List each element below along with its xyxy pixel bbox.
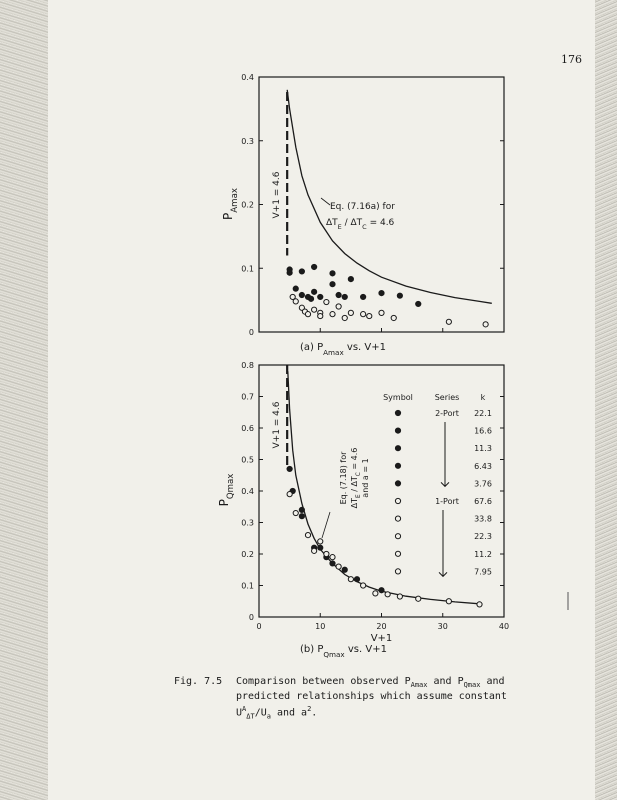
data-point-1port <box>312 548 317 553</box>
data-point-2port <box>318 545 323 550</box>
legend-marker <box>395 551 400 556</box>
data-point-1port <box>293 299 298 304</box>
y-tick-label: 0.1 <box>241 264 254 274</box>
legend-k-value: 6.43 <box>474 461 492 471</box>
panel-a <box>221 73 504 357</box>
data-point-2port <box>416 301 421 306</box>
curve-label-line: and a = 1 <box>361 458 370 498</box>
data-point-2port <box>299 292 304 297</box>
y-tick-label: 0.2 <box>241 550 254 559</box>
data-point-1port <box>342 315 347 320</box>
y-tick-label: 0.3 <box>241 136 254 146</box>
legend-marker <box>395 463 400 468</box>
data-point-2port <box>299 269 304 274</box>
data-point-2port <box>354 577 359 582</box>
legend-marker <box>395 534 400 539</box>
data-point-1port <box>391 315 396 320</box>
panel-b <box>217 361 509 659</box>
curve-label-line: $\Delta T_E / \Delta T_C = 4.6$ <box>326 218 395 231</box>
predicted-curve <box>288 371 480 604</box>
x-tick-label: 0 <box>256 622 262 631</box>
data-point-2port <box>397 293 402 298</box>
data-point-1port <box>293 510 298 515</box>
data-point-1port <box>446 599 451 604</box>
legend-group-2port: 2-Port <box>435 409 459 418</box>
asymptote-label: V+1 = 4.6 <box>272 401 283 449</box>
legend-k-value: 22.1 <box>474 409 492 418</box>
data-point-1port <box>348 577 353 582</box>
data-point-2port <box>348 276 353 281</box>
data-point-1port <box>318 539 323 544</box>
y-tick-label: 0.4 <box>241 487 254 496</box>
legend-marker <box>395 410 400 415</box>
x-tick-label: 30 <box>437 622 448 631</box>
predicted-curve <box>287 90 492 303</box>
caption-text: and <box>480 676 505 687</box>
data-point-2port <box>299 507 304 512</box>
data-point-1port <box>379 310 384 315</box>
curve-label-line: Eq. (7.16a) for <box>330 202 395 212</box>
data-point-1port <box>312 307 317 312</box>
data-point-2port <box>342 567 347 572</box>
y-tick-label: 0.2 <box>241 200 254 210</box>
data-point-2port <box>312 289 317 294</box>
legend-header-series: Series <box>434 393 460 402</box>
caption-text: Comparison between observed P <box>236 676 411 687</box>
legend-k-value: 33.8 <box>474 514 492 524</box>
data-point-2port <box>330 271 335 276</box>
data-point-1port <box>305 312 310 317</box>
caption-text: and P <box>427 676 464 687</box>
data-point-2port <box>342 294 347 299</box>
y-tick-label: 0.8 <box>241 361 254 370</box>
legend-marker <box>395 569 400 574</box>
legend-marker <box>395 481 400 486</box>
data-point-2port <box>308 296 313 301</box>
data-point-2port <box>287 270 292 275</box>
y-tick-label: 0.7 <box>241 392 254 402</box>
legend-k-value: 67.6 <box>474 497 492 506</box>
y-tick-label: 0.1 <box>241 581 254 591</box>
caption-line-2: predicted relationships which assume constant <box>236 691 507 702</box>
data-point-2port <box>312 264 317 269</box>
caption-sub: Amax <box>410 681 428 689</box>
y-axis-label: $P_{Amax}$ <box>221 188 240 220</box>
legend-marker <box>395 446 400 451</box>
y-tick-label: 0 <box>248 328 254 337</box>
y-tick-label: 0.3 <box>241 518 254 528</box>
data-point-2port <box>318 294 323 299</box>
data-point-2port <box>293 286 298 291</box>
caption-text: and a <box>270 707 308 719</box>
x-tick-label: 10 <box>315 622 326 631</box>
legend-k-value: 7.95 <box>474 567 492 577</box>
data-point-1port <box>330 312 335 317</box>
y-tick-label: 0 <box>248 613 254 622</box>
caption-text: U <box>236 707 243 719</box>
data-point-1port <box>416 596 421 601</box>
data-point-2port <box>336 292 341 297</box>
data-point-1port <box>477 602 482 607</box>
y-tick-label: 0.4 <box>241 73 254 82</box>
curve-label-line: $\Delta T_E / \Delta T_C = 4.6$ <box>350 447 362 509</box>
caption-body <box>236 676 536 722</box>
data-point-1port <box>330 555 335 560</box>
data-point-1port <box>305 533 310 538</box>
caption-text: . <box>311 707 318 719</box>
data-point-2port <box>379 588 384 593</box>
data-point-1port <box>373 591 378 596</box>
caption-label: Fig. 7.5 <box>174 676 223 687</box>
data-point-1port <box>361 583 366 588</box>
caption-sup: 2 <box>307 705 312 713</box>
data-point-1port <box>397 594 402 599</box>
data-point-1port <box>336 564 341 569</box>
data-point-2port <box>287 466 292 471</box>
legend-k-value: 22.3 <box>474 532 492 542</box>
caption-line-1 <box>236 676 536 691</box>
legend-k-value: 11.3 <box>474 444 492 454</box>
legend-k-value: 3.76 <box>474 479 492 489</box>
data-point-1port <box>367 313 372 318</box>
curve-label-line: Eq. (7.18) for <box>339 451 348 505</box>
legend-group-1port: 1-Port <box>435 497 459 506</box>
legend-header-k: k <box>480 393 486 402</box>
data-point-1port <box>324 299 329 304</box>
x-axis-label: V+1 <box>370 633 393 644</box>
data-point-2port <box>361 294 366 299</box>
panel-subtitle: (b) $P_{Qmax}$ vs. V+1 <box>300 644 387 659</box>
caption-line-3 <box>236 703 536 722</box>
legend-header-symbol: Symbol <box>383 393 413 402</box>
data-point-1port <box>318 313 323 318</box>
data-point-2port <box>330 282 335 287</box>
data-point-1port <box>336 304 341 309</box>
data-point-1port <box>324 551 329 556</box>
data-point-2port <box>299 514 304 519</box>
asymptote-label: V+1 = 4.6 <box>272 171 283 219</box>
legend-k-value: 11.2 <box>474 549 492 559</box>
panel-subtitle: (a) $P_{Amax}$ vs. V+1 <box>300 342 386 357</box>
caption-sup: A <box>242 705 247 713</box>
legend-marker <box>395 516 400 521</box>
y-axis-label: $P_{Qmax}$ <box>217 473 236 507</box>
data-point-1port <box>348 310 353 315</box>
data-point-1port <box>385 592 390 597</box>
caption-sub: a <box>266 712 271 721</box>
y-tick-label: 0.5 <box>241 455 254 465</box>
caption-sub: ΔT <box>246 712 255 721</box>
legend-k-value: 16.6 <box>474 426 492 436</box>
data-point-1port <box>446 319 451 324</box>
x-tick-label: 20 <box>376 622 387 631</box>
data-point-1port <box>483 322 488 327</box>
curve-label-leader <box>322 512 330 538</box>
caption-text: /U <box>254 707 267 719</box>
page-number: 176 <box>561 53 582 66</box>
curve-label-leader <box>321 198 330 205</box>
data-point-1port <box>287 492 292 497</box>
data-point-2port <box>379 291 384 296</box>
legend-marker <box>395 428 400 433</box>
data-point-1port <box>361 312 366 317</box>
caption-sub: Qmax <box>463 681 481 689</box>
y-tick-label: 0.6 <box>241 424 254 433</box>
legend-marker <box>395 498 400 503</box>
data-point-2port <box>330 561 335 566</box>
x-tick-label: 40 <box>498 622 510 631</box>
